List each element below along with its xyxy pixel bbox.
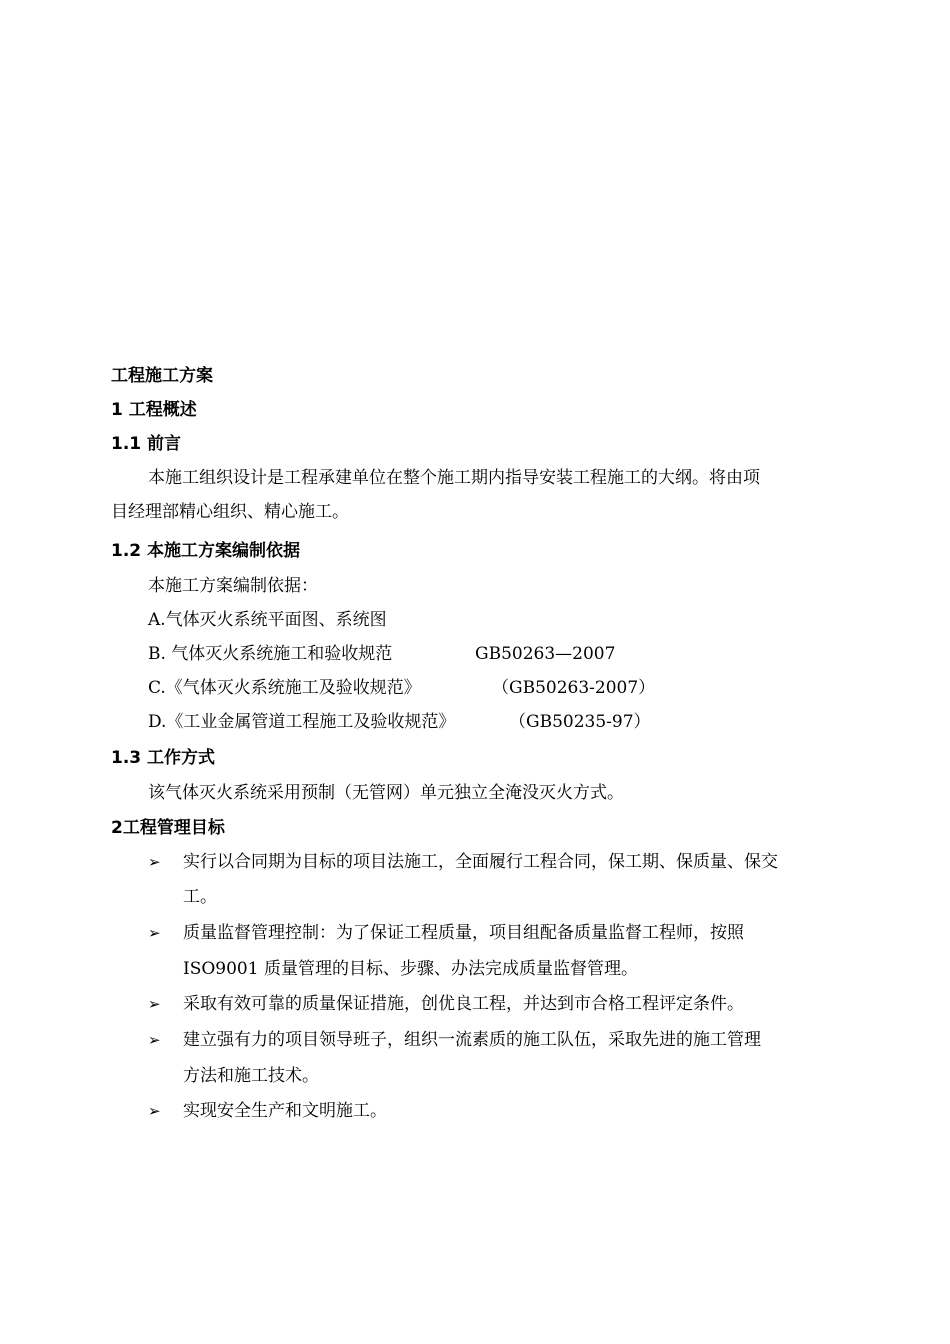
bullet-item-continuation: ISO9001 质量管理的目标、步骤、办法完成质量监督管理。 (183, 959, 638, 979)
section-heading-1-1: 1.1 前言 (111, 434, 182, 454)
section-heading-1-2: 1.2 本施工方案编制依据 (111, 541, 301, 561)
basis-code: （GB50235-97） (509, 712, 651, 732)
arrow-bullet-icon: ➢ (148, 995, 161, 1013)
basis-item: A.气体灭火系统平面图、系统图 (148, 610, 387, 630)
basis-code: （GB50263-2007） (492, 678, 656, 698)
section-heading-2: 2工程管理目标 (111, 818, 225, 838)
section-heading-1-3: 1.3 工作方式 (111, 748, 216, 768)
bullet-item: 实现安全生产和文明施工。 (183, 1101, 387, 1121)
paragraph-line: 目经理部精心组织、精心施工。 (111, 502, 349, 522)
arrow-bullet-icon: ➢ (148, 853, 161, 871)
arrow-bullet-icon: ➢ (148, 924, 161, 942)
basis-item: C.《气体灭火系统施工及验收规范》 (148, 678, 421, 698)
section-heading-1: 1 工程概述 (111, 400, 197, 420)
document-title: 工程施工方案 (111, 366, 213, 386)
arrow-bullet-icon: ➢ (148, 1102, 161, 1120)
bullet-item: 实行以合同期为目标的项目法施工，全面履行工程合同，保工期、保质量、保交 (183, 852, 778, 872)
bullet-item: 采取有效可靠的质量保证措施，创优良工程，并达到市合格工程评定条件。 (183, 994, 744, 1014)
work-mode-text: 该气体灭火系统采用预制（无管网）单元独立全淹没灭火方式。 (148, 783, 624, 803)
basis-intro: 本施工方案编制依据： (148, 576, 318, 596)
bullet-item: 质量监督管理控制：为了保证工程质量，项目组配备质量监督工程师，按照 (183, 923, 744, 943)
bullet-item-continuation: 方法和施工技术。 (183, 1066, 319, 1086)
basis-item: B. 气体灭火系统施工和验收规范 (148, 644, 393, 664)
basis-item: D.《工业金属管道工程施工及验收规范》 (148, 712, 456, 732)
bullet-item: 建立强有力的项目领导班子，组织一流素质的施工队伍，采取先进的施工管理 (183, 1030, 761, 1050)
bullet-item-continuation: 工。 (183, 887, 217, 907)
arrow-bullet-icon: ➢ (148, 1031, 161, 1049)
paragraph-line: 本施工组织设计是工程承建单位在整个施工期内指导安装工程施工的大纲。将由项 (148, 468, 760, 488)
basis-code: GB50263—2007 (475, 644, 616, 664)
